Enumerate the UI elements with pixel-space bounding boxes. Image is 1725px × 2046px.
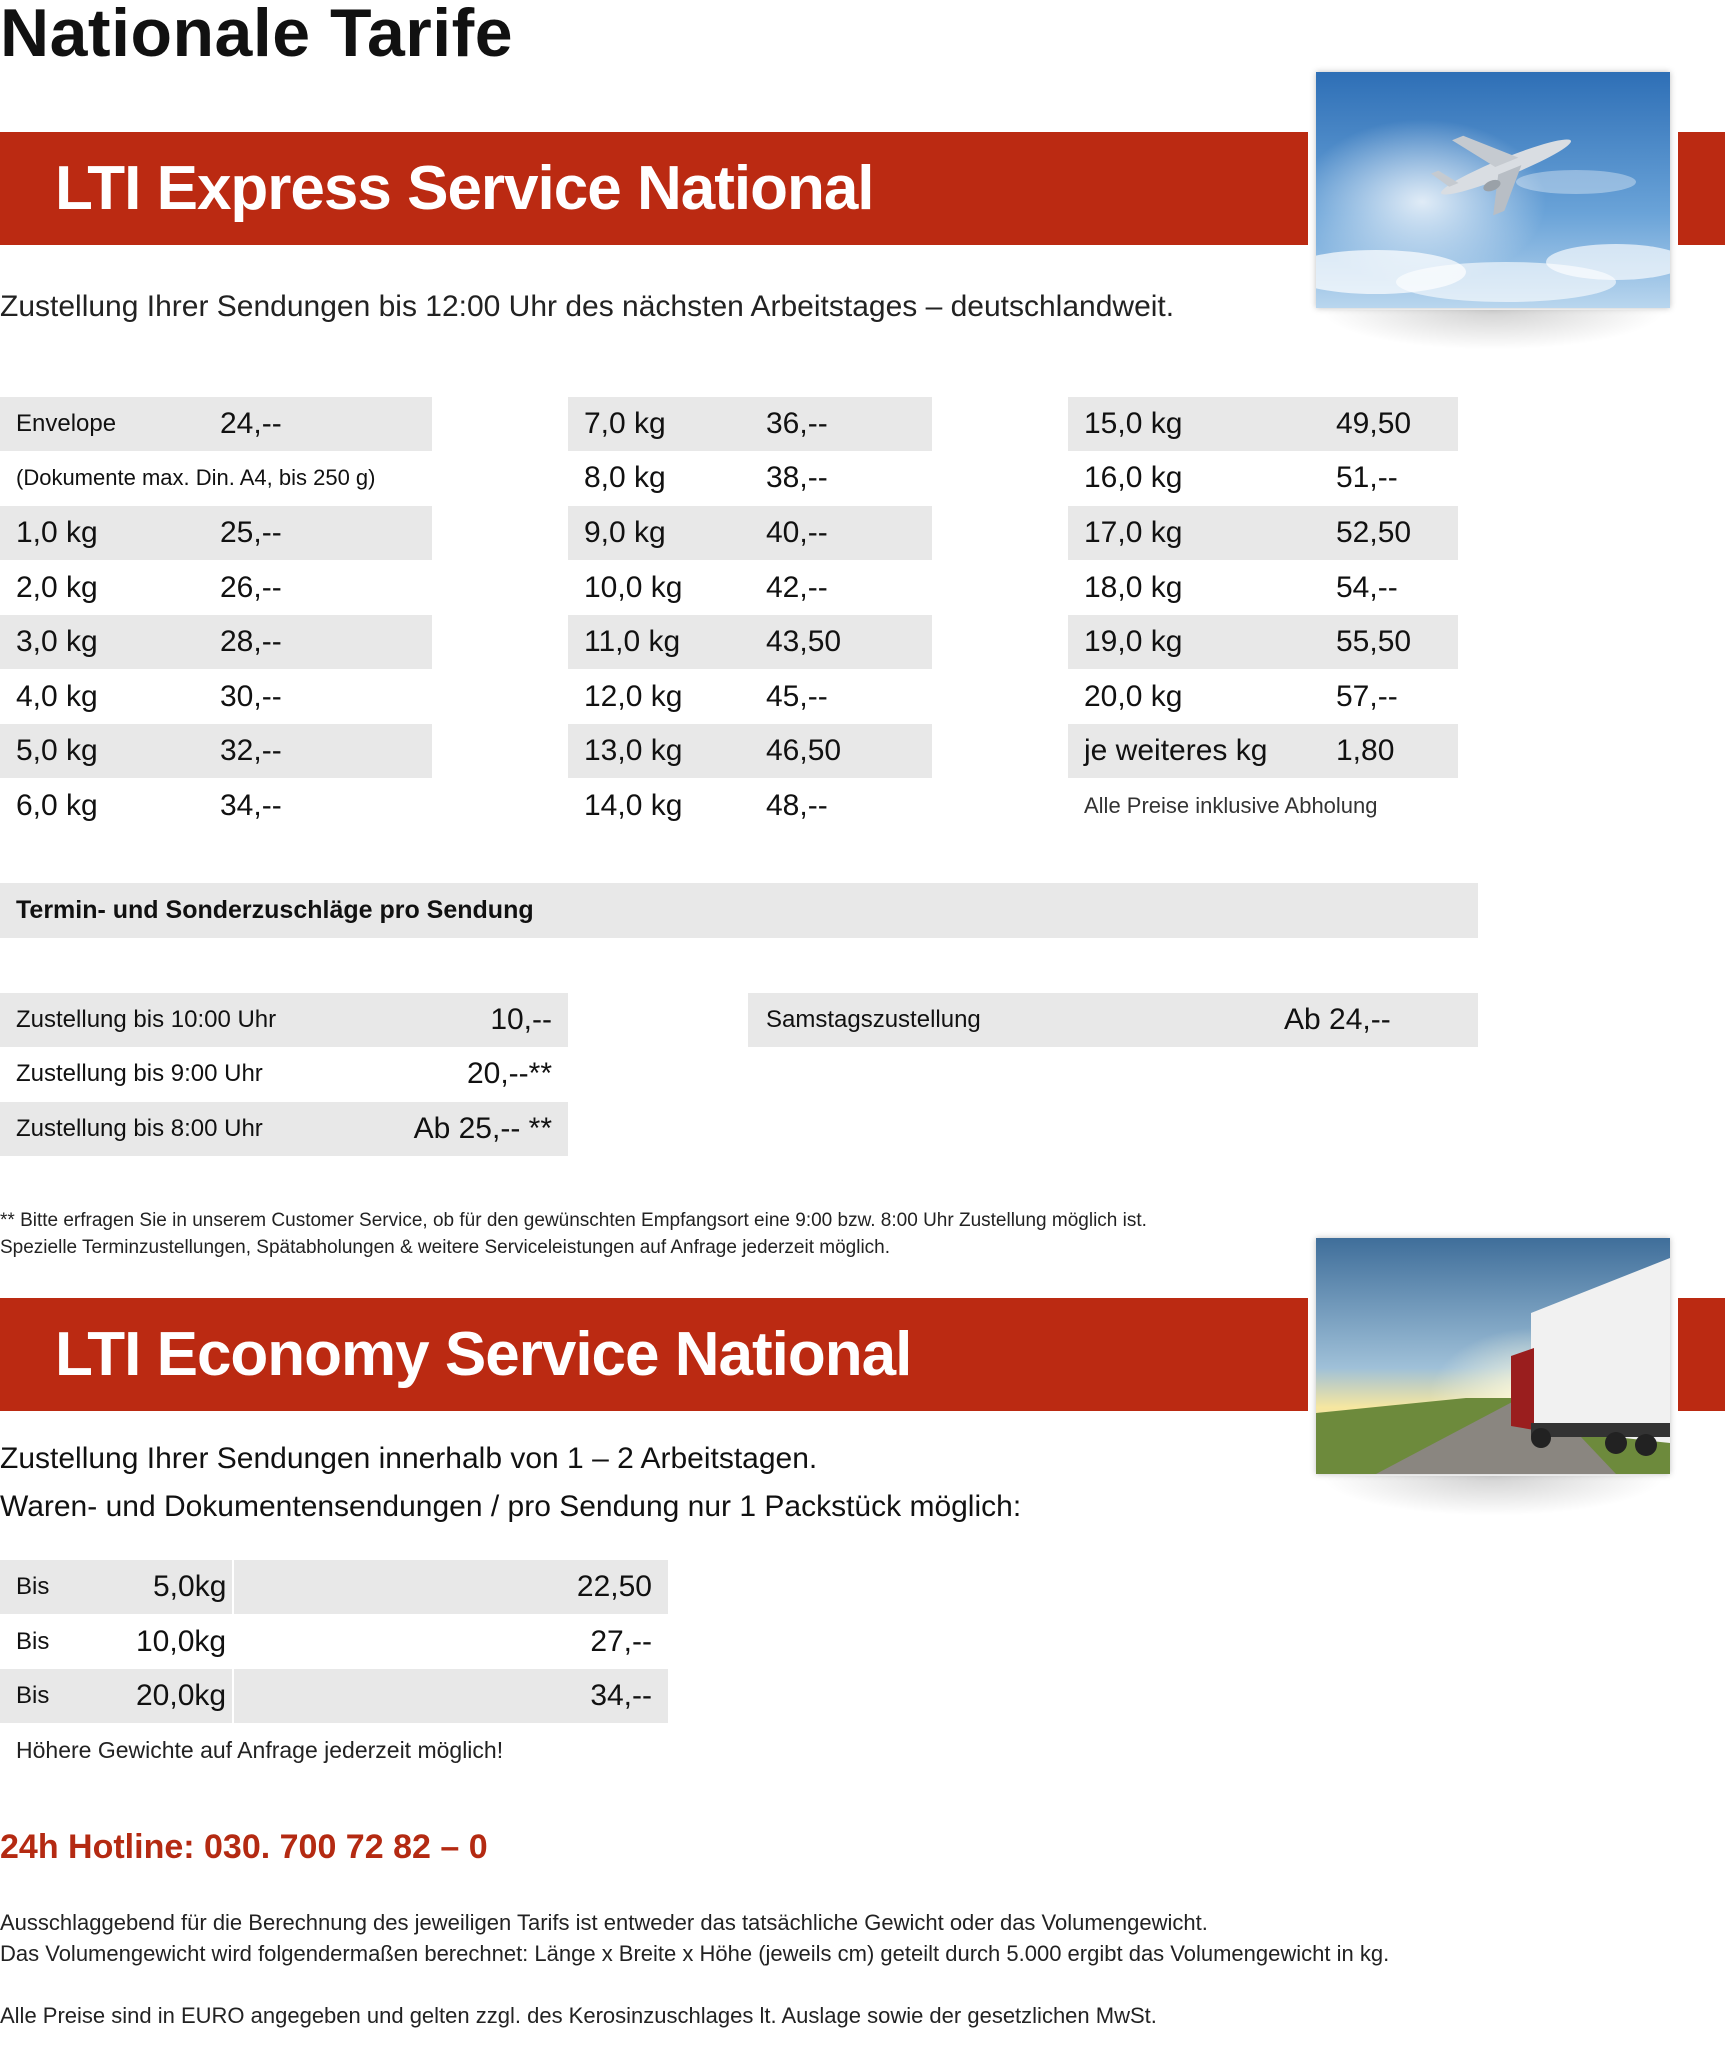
express-intro: Zustellung Ihrer Sendungen bis 12:00 Uhr des nächsten Arbeitstages – deutschlandweit.	[0, 290, 1175, 323]
table-row	[0, 506, 432, 560]
row-price: 43,50	[766, 625, 842, 658]
row-price: 1,80	[1336, 734, 1395, 767]
economy-banner	[0, 1298, 1308, 1411]
row-label: 12,0 kg	[584, 680, 683, 713]
surcharge-footnote-2: Spezielle Terminzustellungen, Spätabholungen & weitere Serviceleistungen auf Anfrage jederzeit möglich.	[0, 1237, 891, 1258]
row-price: 52,50	[1336, 516, 1412, 549]
fine-print-2: Das Volumengewicht wird folgendermaßen berechnet: Länge x Breite x Höhe (jeweils cm) geteilt durch 5.000 ergibt das Volumengewicht in kg.	[0, 1941, 1390, 1966]
economy-banner-end	[1678, 1298, 1725, 1411]
row-price: 28,--	[220, 625, 282, 658]
surcharges-heading-bar	[0, 883, 1478, 938]
row-price: 30,--	[220, 680, 282, 713]
row-label: Envelope	[16, 410, 117, 437]
row-price: 49,50	[1336, 407, 1412, 440]
fine-print-1: Ausschlaggebend für die Berechnung des jeweiligen Tarifs ist entweder das tatsächliche Gewicht oder das Volumengewicht.	[0, 1910, 1208, 1935]
row-price: Ab 25,-- **	[413, 1112, 552, 1145]
row-label: (Dokumente max. Din. A4, bis 250 g)	[16, 465, 376, 490]
row-price: 57,--	[1336, 680, 1398, 713]
row-price: 51,--	[1336, 461, 1398, 494]
row-label: 6,0 kg	[16, 789, 98, 822]
fine-print-3: Alle Preise sind in EURO angegeben und gelten zzgl. des Kerosinzuschlages lt. Auslage sowie der gesetzlichen MwSt.	[0, 2003, 1157, 2028]
row-prefix: Bis	[16, 1628, 50, 1655]
table-row	[568, 724, 932, 778]
row-price: 32,--	[220, 734, 282, 767]
table-row	[1068, 615, 1458, 669]
row-price: 24,--	[220, 407, 282, 440]
table-row	[0, 397, 432, 451]
row-label: 15,0 kg	[1084, 407, 1183, 440]
row-weight: 5,0kg	[153, 1570, 227, 1603]
row-label: 10,0 kg	[584, 571, 683, 604]
table-row	[1068, 506, 1458, 560]
price-note: Alle Preise inklusive Abholung	[1084, 793, 1378, 818]
row-label: 9,0 kg	[584, 516, 666, 549]
row-price: 54,--	[1336, 571, 1398, 604]
table-row	[0, 615, 432, 669]
row-price: Ab 24,--	[1284, 1003, 1391, 1036]
row-label: Zustellung bis 9:00 Uhr	[16, 1060, 263, 1087]
row-label: 7,0 kg	[584, 407, 666, 440]
row-label: Zustellung bis 8:00 Uhr	[16, 1115, 263, 1142]
row-label: 2,0 kg	[16, 571, 98, 604]
row-label: 20,0 kg	[1084, 680, 1183, 713]
row-label: 17,0 kg	[1084, 516, 1183, 549]
row-label: 16,0 kg	[1084, 461, 1183, 494]
table-row	[0, 779, 432, 833]
economy-note: Höhere Gewichte auf Anfrage jederzeit möglich!	[16, 1737, 504, 1763]
row-price: 40,--	[766, 516, 828, 549]
row-price: 34,--	[590, 1679, 652, 1712]
row-price: 55,50	[1336, 625, 1412, 658]
express-banner	[0, 132, 1308, 245]
row-price: 36,--	[766, 407, 828, 440]
table-row	[0, 670, 432, 724]
table-row	[568, 506, 932, 560]
economy-intro-1: Zustellung Ihrer Sendungen innerhalb von 1 – 2 Arbeitstagen.	[0, 1442, 818, 1475]
table-row	[568, 615, 932, 669]
table-row	[0, 1102, 568, 1156]
table-row	[1068, 451, 1458, 505]
airplane-photo-shadow	[1320, 310, 1666, 350]
row-label: Zustellung bis 10:00 Uhr	[16, 1006, 277, 1033]
row-label: 4,0 kg	[16, 680, 98, 713]
table-row	[0, 1615, 668, 1669]
row-label: 5,0 kg	[16, 734, 98, 767]
row-divider	[232, 1669, 234, 1723]
table-row	[0, 993, 568, 1047]
table-row	[748, 993, 1478, 1047]
table-row	[568, 397, 932, 451]
surcharge-footnote-1: ** Bitte erfragen Sie in unserem Customer Service, ob für den gewünschten Empfangsort eine 9:00 bzw. 8:00 Uhr Zustellung möglich ist.	[0, 1210, 1147, 1231]
row-label: 14,0 kg	[584, 789, 683, 822]
economy-heading: LTI Economy Service National	[55, 1320, 912, 1389]
row-label: 1,0 kg	[16, 516, 98, 549]
price-note-row	[1068, 779, 1458, 833]
row-divider	[232, 1560, 234, 1614]
surcharges-heading: Termin- und Sonderzuschläge pro Sendung	[16, 896, 534, 924]
row-label: je weiteres kg	[1084, 734, 1268, 767]
row-price: 48,--	[766, 789, 828, 822]
row-price: 20,--**	[466, 1057, 552, 1090]
truck-photo-icon	[1316, 1238, 1670, 1474]
express-heading: LTI Express Service National	[55, 154, 874, 223]
table-row	[568, 451, 932, 505]
row-label: Samstagszustellung	[766, 1006, 981, 1033]
row-label: 13,0 kg	[584, 734, 683, 767]
row-label: 8,0 kg	[584, 461, 666, 494]
row-prefix: Bis	[16, 1682, 50, 1709]
table-row	[568, 561, 932, 615]
table-row	[1068, 561, 1458, 615]
row-price: 38,--	[766, 461, 828, 494]
table-row	[1068, 397, 1458, 451]
economy-intro-2: Waren- und Dokumentensendungen / pro Sendung nur 1 Packstück möglich:	[0, 1490, 1022, 1523]
row-label: 18,0 kg	[1084, 571, 1183, 604]
page-title: Nationale Tarife	[0, 0, 514, 71]
express-banner-end	[1678, 132, 1725, 245]
table-row	[0, 724, 432, 778]
row-price: 45,--	[766, 680, 828, 713]
row-weight: 10,0kg	[136, 1625, 227, 1658]
table-row	[1068, 724, 1458, 778]
row-price: 34,--	[220, 789, 282, 822]
table-row	[0, 451, 432, 505]
airplane-photo-icon	[1316, 72, 1670, 308]
row-price: 26,--	[220, 571, 282, 604]
row-label: 19,0 kg	[1084, 625, 1183, 658]
row-price: 10,--	[490, 1003, 552, 1036]
row-label: 3,0 kg	[16, 625, 98, 658]
row-price: 46,50	[766, 734, 842, 767]
table-row	[568, 670, 932, 724]
table-row	[0, 561, 432, 615]
table-row	[0, 1560, 668, 1614]
truck-photo-shadow	[1320, 1476, 1666, 1516]
row-prefix: Bis	[16, 1573, 50, 1600]
hotline: 24h Hotline: 030. 700 72 82 – 0	[0, 1828, 488, 1866]
table-row	[0, 1669, 668, 1723]
row-price: 22,50	[576, 1570, 652, 1603]
row-price: 25,--	[220, 516, 282, 549]
table-row	[1068, 670, 1458, 724]
table-row	[0, 1047, 568, 1101]
table-row	[568, 779, 932, 833]
row-price: 27,--	[590, 1625, 652, 1658]
row-price: 42,--	[766, 571, 828, 604]
row-weight: 20,0kg	[136, 1679, 227, 1712]
row-label: 11,0 kg	[584, 625, 681, 658]
